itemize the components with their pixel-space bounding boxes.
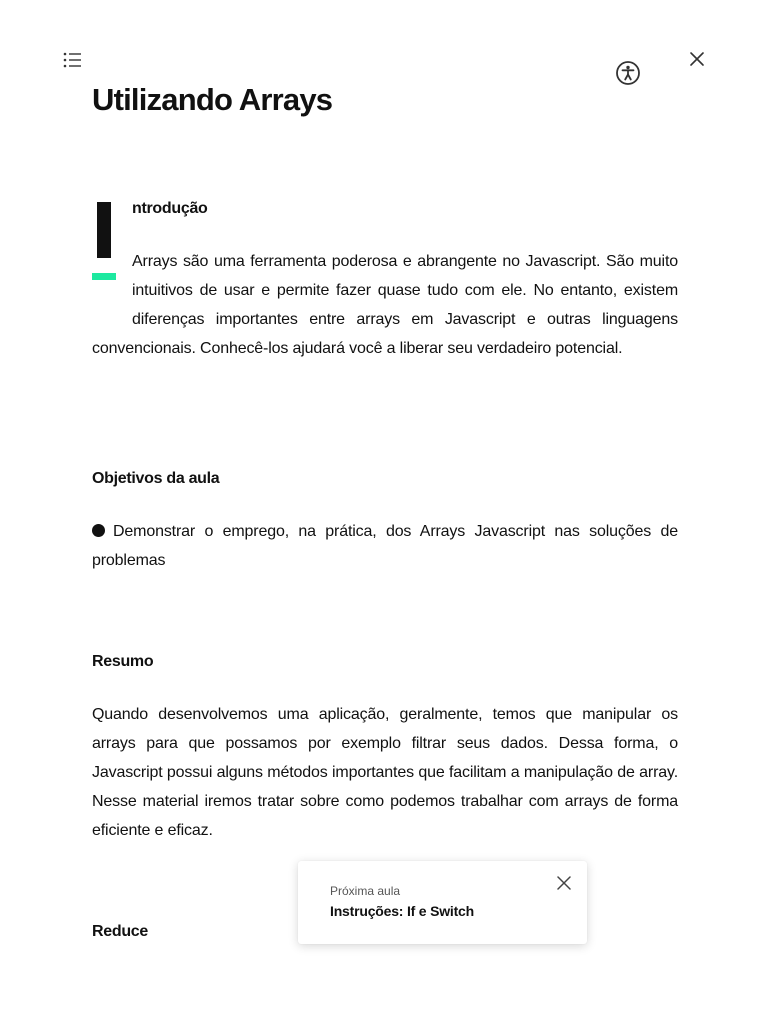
next-lesson-title[interactable]: Instruções: If e Switch [330, 903, 474, 919]
menu-button[interactable] [61, 50, 85, 70]
close-button[interactable] [686, 48, 708, 70]
next-lesson-label: Próxima aula [330, 884, 401, 898]
accessibility-icon [615, 60, 641, 86]
objective-text: Demonstrar o emprego, na prática, dos Arrays Javascript nas soluções de problemas [92, 523, 678, 569]
page-title: Utilizando Arrays [92, 82, 333, 117]
dropcap-space [92, 247, 132, 334]
objectives-title: Objetivos da aula [92, 470, 220, 487]
bullet-icon [92, 524, 105, 537]
reduce-title: Reduce [92, 923, 148, 940]
intro-title: ntrodução [132, 200, 208, 217]
next-lesson-close-button[interactable] [554, 873, 574, 893]
objectives-list-item [92, 517, 678, 575]
close-icon [686, 48, 708, 70]
accessibility-button[interactable] [615, 60, 641, 86]
close-icon [554, 873, 574, 893]
summary-paragraph: Quando desenvolvemos uma aplicação, geralmente, temos que manipular os arrays para que possamos por exemplo filtrar seus dados. Dessa forma, o Javascript possui alguns métodos importantes que facilitam a manipulação de array. Nesse material iremos tratar sobre como podemos trabalhar com arrays de forma eficiente e eficaz. [92, 706, 678, 839]
summary-title: Resumo [92, 653, 154, 670]
intro-paragraph [92, 247, 678, 363]
next-lesson-card[interactable] [298, 861, 587, 944]
intro-text: Arrays são uma ferramenta poderosa e abrangente no Javascript. São muito intuitivos de usar e permite fazer quase tudo com ele. No entanto, existem diferenças importantes entre arrays em Javascript e outras linguagens convencionais. Conhecê-los ajudará você a liberar seu verdadeiro potencial. [92, 253, 678, 357]
list-menu-icon [61, 50, 85, 70]
